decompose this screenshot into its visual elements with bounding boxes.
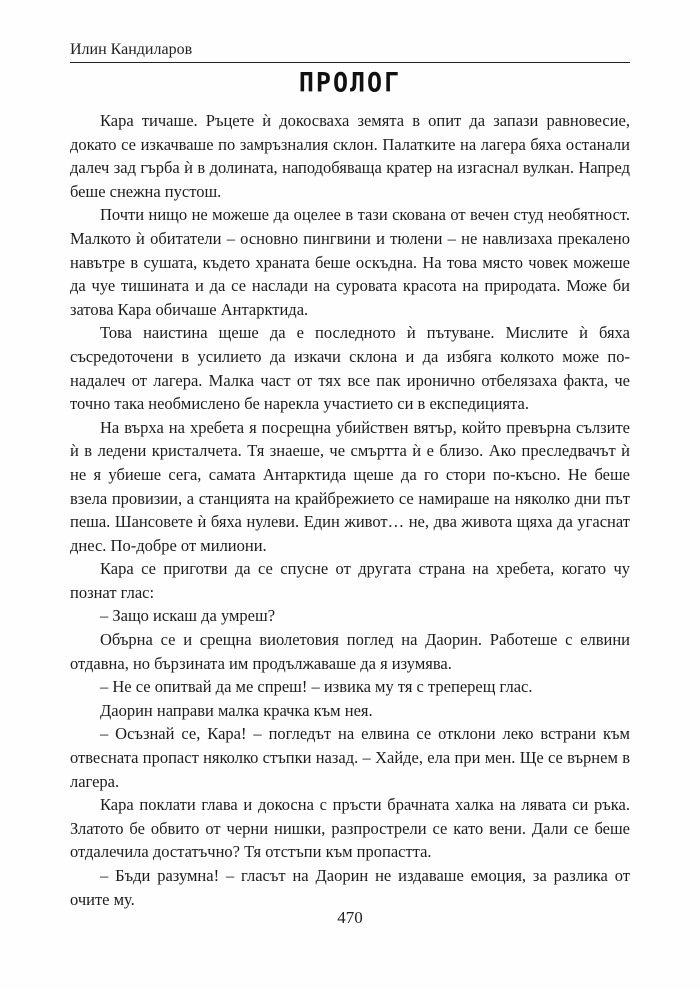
paragraph: На върха на хребета я посрещна убийствен вятър, който превърна сълзите ѝ в ледени кристалчета. Тя знаеше, че смъртта ѝ е близо. Ако преследвачът ѝ не я убиеше сега, самата Антарктида щеше да го стори по-късно. Не беше взела провизии, а станцията на крайбрежието се намираше на няколко дни път пеша. Шансовете ѝ бяха нулеви. Един живот… не, два живота щяха да угаснат днес. По-добре от милиони.	[70, 417, 630, 555]
header-rule	[70, 62, 630, 63]
body-text	[70, 109, 630, 911]
dialogue-line: – Защо искаш да умреш?	[100, 606, 276, 626]
dialogue-line: – Осъзнай се, Кара! – погледът на елвина се отклони леко встрани към отвесната пропаст няколко стъпки назад. – Хайде, ела при мен. Ще се върнем в лагера.	[70, 724, 630, 791]
paragraph: Даорин направи малка крачка към нея.	[100, 700, 373, 720]
page-number: 470	[337, 908, 363, 927]
paragraph: Обърна се и срещна виолетовия поглед на Даорин. Работеше с елвини отдавна, но бързината им продължаваше да я изумява.	[70, 630, 630, 673]
chapter-title: ПРОЛОГ	[298, 66, 402, 99]
paragraph: Това наистина щеше да е последното ѝ пътуване. Мислите ѝ бяха съсредоточени в усилието да изкачи склона и да избяга колкото може по-надалеч от лагера. Малка част от тях все пак иронично отбелязаха факта, че точно така необмислено бе нарекла участието си в експедицията.	[70, 323, 630, 414]
paragraph: Кара се приготви да се спусне от другата страна на хребета, когато чу познат глас:	[70, 559, 630, 602]
running-header-author: Илин Кандиларов	[70, 41, 193, 58]
dialogue-line: – Бъди разумна! – гласът на Даорин не издаваше емоция, за разлика от очите му.	[70, 866, 630, 909]
paragraph: Кара поклати глава и докосна с пръсти брачната халка на лявата си ръка. Златото бе обвито от черни нишки, разпрострели се като вени. Дали се беше отдалечила достатъчно? Тя отстъпи към пропастта.	[70, 795, 630, 862]
paragraph: Кара тичаше. Ръцете ѝ докосваха земята в опит да запази равновесие, докато се изкачваше по замръзналия склон. Палатките на лагера бяха останали далеч зад гърба ѝ в долината, наподобяваща кратер на изгаснал вулкан. Напред беше снежна пустош.	[70, 111, 630, 201]
dialogue-line: – Не се опитвай да ме спреш! – извика му тя с треперещ глас.	[100, 677, 533, 697]
paragraph: Почти нищо не можеше да оцелее в тази скована от вечен студ необятност. Малкото ѝ обитатели – основно пингвини и тюлени – не навлизаха прекалено навътре в сушата, където храната беше оскъдна. На това място човек можеше да чуе тишината и да се наслади на суровата красота на природата. Може би затова Кара обичаше Антарктида.	[70, 205, 630, 319]
